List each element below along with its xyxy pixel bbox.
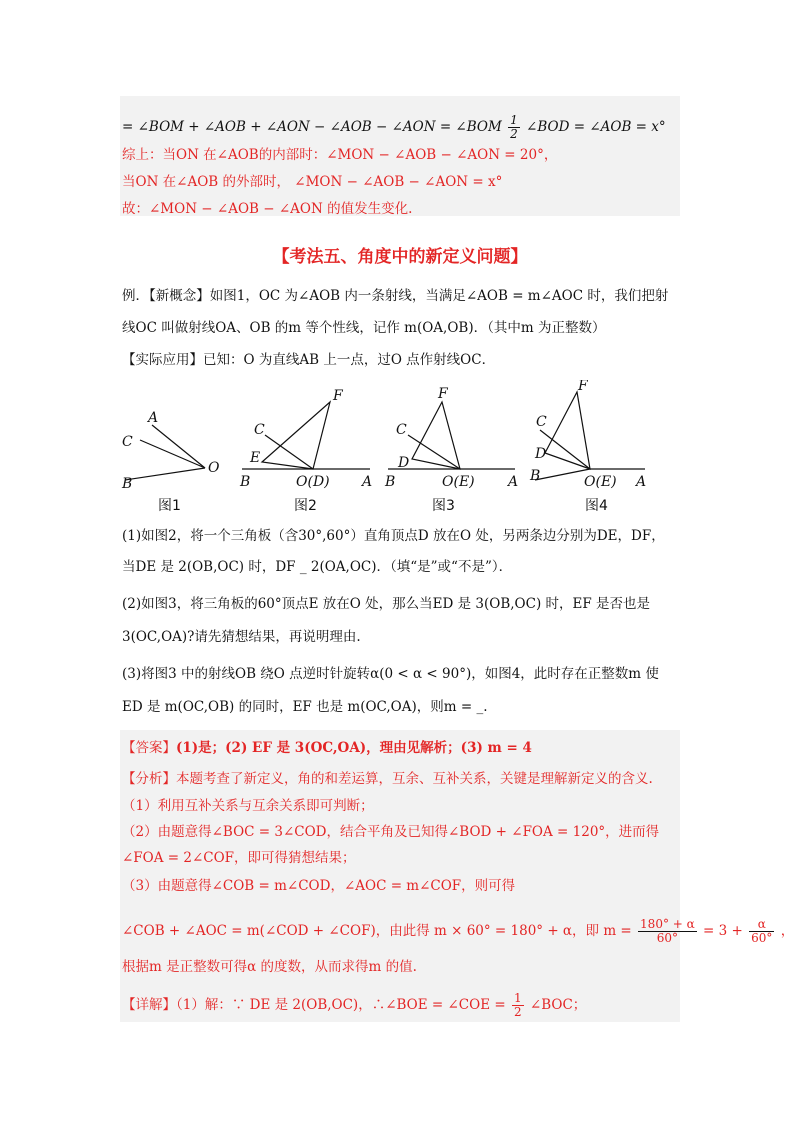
fig1-label-b: B <box>122 476 133 492</box>
analysis-text: 本题考查了新定义，角的和差运算，互余、互补关系，关键是理解新定义的含义. <box>176 771 653 787</box>
detail-tag: 【详解】 <box>122 997 176 1013</box>
line1-right: = ∠AOB = x° <box>573 119 666 135</box>
answer-text: (1)是；(2) EF 是 3(OC,OA)，理由见解析；(3) m = 4 <box>176 740 532 756</box>
fraction-half <box>508 114 520 141</box>
answer-tag: 【答案】 <box>122 740 176 756</box>
a5-mid: = 3 + <box>703 923 743 939</box>
example-p2: 线OC 叫做射线OA、OB 的m 等个性线，记作 m(OA,OB)．（其中m 为正整数） <box>122 320 606 336</box>
detail-end: ∠BOC； <box>529 997 587 1013</box>
solution-line-3: 当ON 在∠AOB 的外部时， ∠MON − ∠AOB − ∠AON = x° <box>122 174 503 190</box>
detail-line <box>122 992 586 1019</box>
fig2-label-a: A <box>362 474 373 490</box>
fig4-triangle <box>545 392 590 469</box>
a5-left: ∠COB + ∠AOC = m(∠COD + ∠COF)，由此得 m × 60° = 180° + α，即 m = <box>122 923 632 939</box>
analysis-tag: 【分析】 <box>122 771 176 787</box>
a5-frac1-num: 180° + α <box>640 917 695 931</box>
fig1-label-c: C <box>122 434 133 450</box>
detail-frac-den: 2 <box>513 1005 522 1019</box>
fig2-triangle <box>262 402 330 469</box>
question-2a: (2)如图3，将三角板的60°顶点E 放在O 处，那么当ED 是 3(OB,OC) 时，EF 是否也是 <box>122 596 651 612</box>
fig2-label-e: E <box>250 450 261 466</box>
question-3b: ED 是 m(OC,OB) 的同时，EF 也是 m(OC,OA)，则m = _. <box>122 699 488 715</box>
line1-mid: ∠BOD <box>526 119 570 135</box>
fig2-label-od: O(D) <box>296 474 330 490</box>
example-p3: 【实际应用】已知：O 为直线AB 上一点，过O 点作射线OC． <box>122 352 496 368</box>
analysis-1: （1）利用互补关系与互余关系即可判断； <box>122 798 374 814</box>
fig1-label-o: O <box>208 460 220 476</box>
a5-frac2-num: α <box>749 918 774 932</box>
a5-fraction-1 <box>638 918 697 945</box>
fig3-label-c: C <box>396 422 407 438</box>
fig3-label-b: B <box>385 474 396 490</box>
fig2-label-b: B <box>240 474 251 490</box>
fig1-caption: 图1 <box>158 498 181 514</box>
solution-line-2: 综上：当ON 在∠AOB的内部时：∠MON − ∠AOB − ∠AON = 20°， <box>122 147 558 163</box>
analysis-4: （3）由题意得∠COB = m∠COD，∠AOC = m∠COF，则可得 <box>122 878 516 894</box>
a5-end: ， <box>780 923 795 939</box>
fig4-label-c: C <box>536 414 547 430</box>
detail-fraction <box>512 992 524 1019</box>
analysis-5 <box>122 918 794 945</box>
answer-line <box>122 738 532 758</box>
a5-fraction-2 <box>749 918 774 945</box>
fig3-label-oe: O(E) <box>442 474 475 490</box>
fig4-label-b: B <box>530 468 541 484</box>
fig4-label-f: F <box>578 380 588 394</box>
fig4-ray-ob <box>535 469 590 480</box>
fig2-label-c: C <box>254 422 265 438</box>
analysis-3: ∠FOA = 2∠COF，即可得猜想结果； <box>122 850 356 866</box>
example-p1: 例．【新概念】如图1，OC 为∠AOB 内一条射线，当满足∠AOB = m∠AOC 时，我们把射 <box>122 288 669 304</box>
line1-left: = ∠BOM + ∠AOB + ∠AON − ∠AOB − ∠AON = ∠BOM <box>122 119 502 135</box>
question-3a: (3)将图3 中的射线OB 绕O 点逆时针旋转α(0 < α < 90°)，如图4，此时存在正整数m 使 <box>122 666 659 682</box>
fig1-label-a: A <box>148 410 159 426</box>
solution-line-1 <box>122 114 666 141</box>
fig4-label-a: A <box>636 474 647 490</box>
fig1-ray-oa <box>152 425 205 468</box>
fig3-label-d: D <box>398 455 410 471</box>
fig1-ray-oc <box>140 440 205 468</box>
fig3-label-f: F <box>438 386 448 402</box>
fig4-label-d: D <box>535 446 547 462</box>
a5-frac2-den: 60° <box>751 931 773 945</box>
detail-text: （1）解：∵ DE 是 2(OB,OC)，∴∠BOE = ∠COE = <box>176 997 506 1013</box>
detail-frac-num: 1 <box>513 991 522 1005</box>
frac-num: 1 <box>510 113 518 127</box>
section-title: 【考法五、角度中的新定义问题】 <box>272 247 528 267</box>
question-1b: 当DE 是 2(OB,OC) 时，DF _ 2(OA,OC)．（填“是”或“不是”）． <box>122 559 513 575</box>
analysis-2: （2）由题意得∠BOC = 3∠COD，结合平角及已知得∠BOD + ∠FOA = 120°，进而得 <box>122 824 660 840</box>
fig3-label-a: A <box>508 474 519 490</box>
fig3-triangle <box>412 402 460 469</box>
fig4-caption: 图4 <box>585 498 608 514</box>
solution-line-4: 故：∠MON − ∠AOB − ∠AON 的值发生变化. <box>122 201 413 217</box>
fig4-label-oe: O(E) <box>584 474 617 490</box>
figures-diagram <box>0 380 800 520</box>
analysis-line <box>122 769 653 789</box>
a5-frac1-den: 60° <box>656 931 679 945</box>
fig2-caption: 图2 <box>294 498 317 514</box>
frac-den: 2 <box>510 127 518 141</box>
fig1-ray-ob <box>125 468 205 480</box>
question-2b: 3(OC,OA)?请先猜想结果，再说明理由. <box>122 629 361 645</box>
question-1a: (1)如图2，将一个三角板（含30°,60°）直角顶点D 放在O 处，另两条边分别为DE，DF， <box>122 528 665 544</box>
fig3-caption: 图3 <box>432 498 455 514</box>
fig2-label-f: F <box>333 388 343 404</box>
analysis-6: 根据m 是正整数可得α 的度数，从而求得m 的值. <box>122 959 417 975</box>
